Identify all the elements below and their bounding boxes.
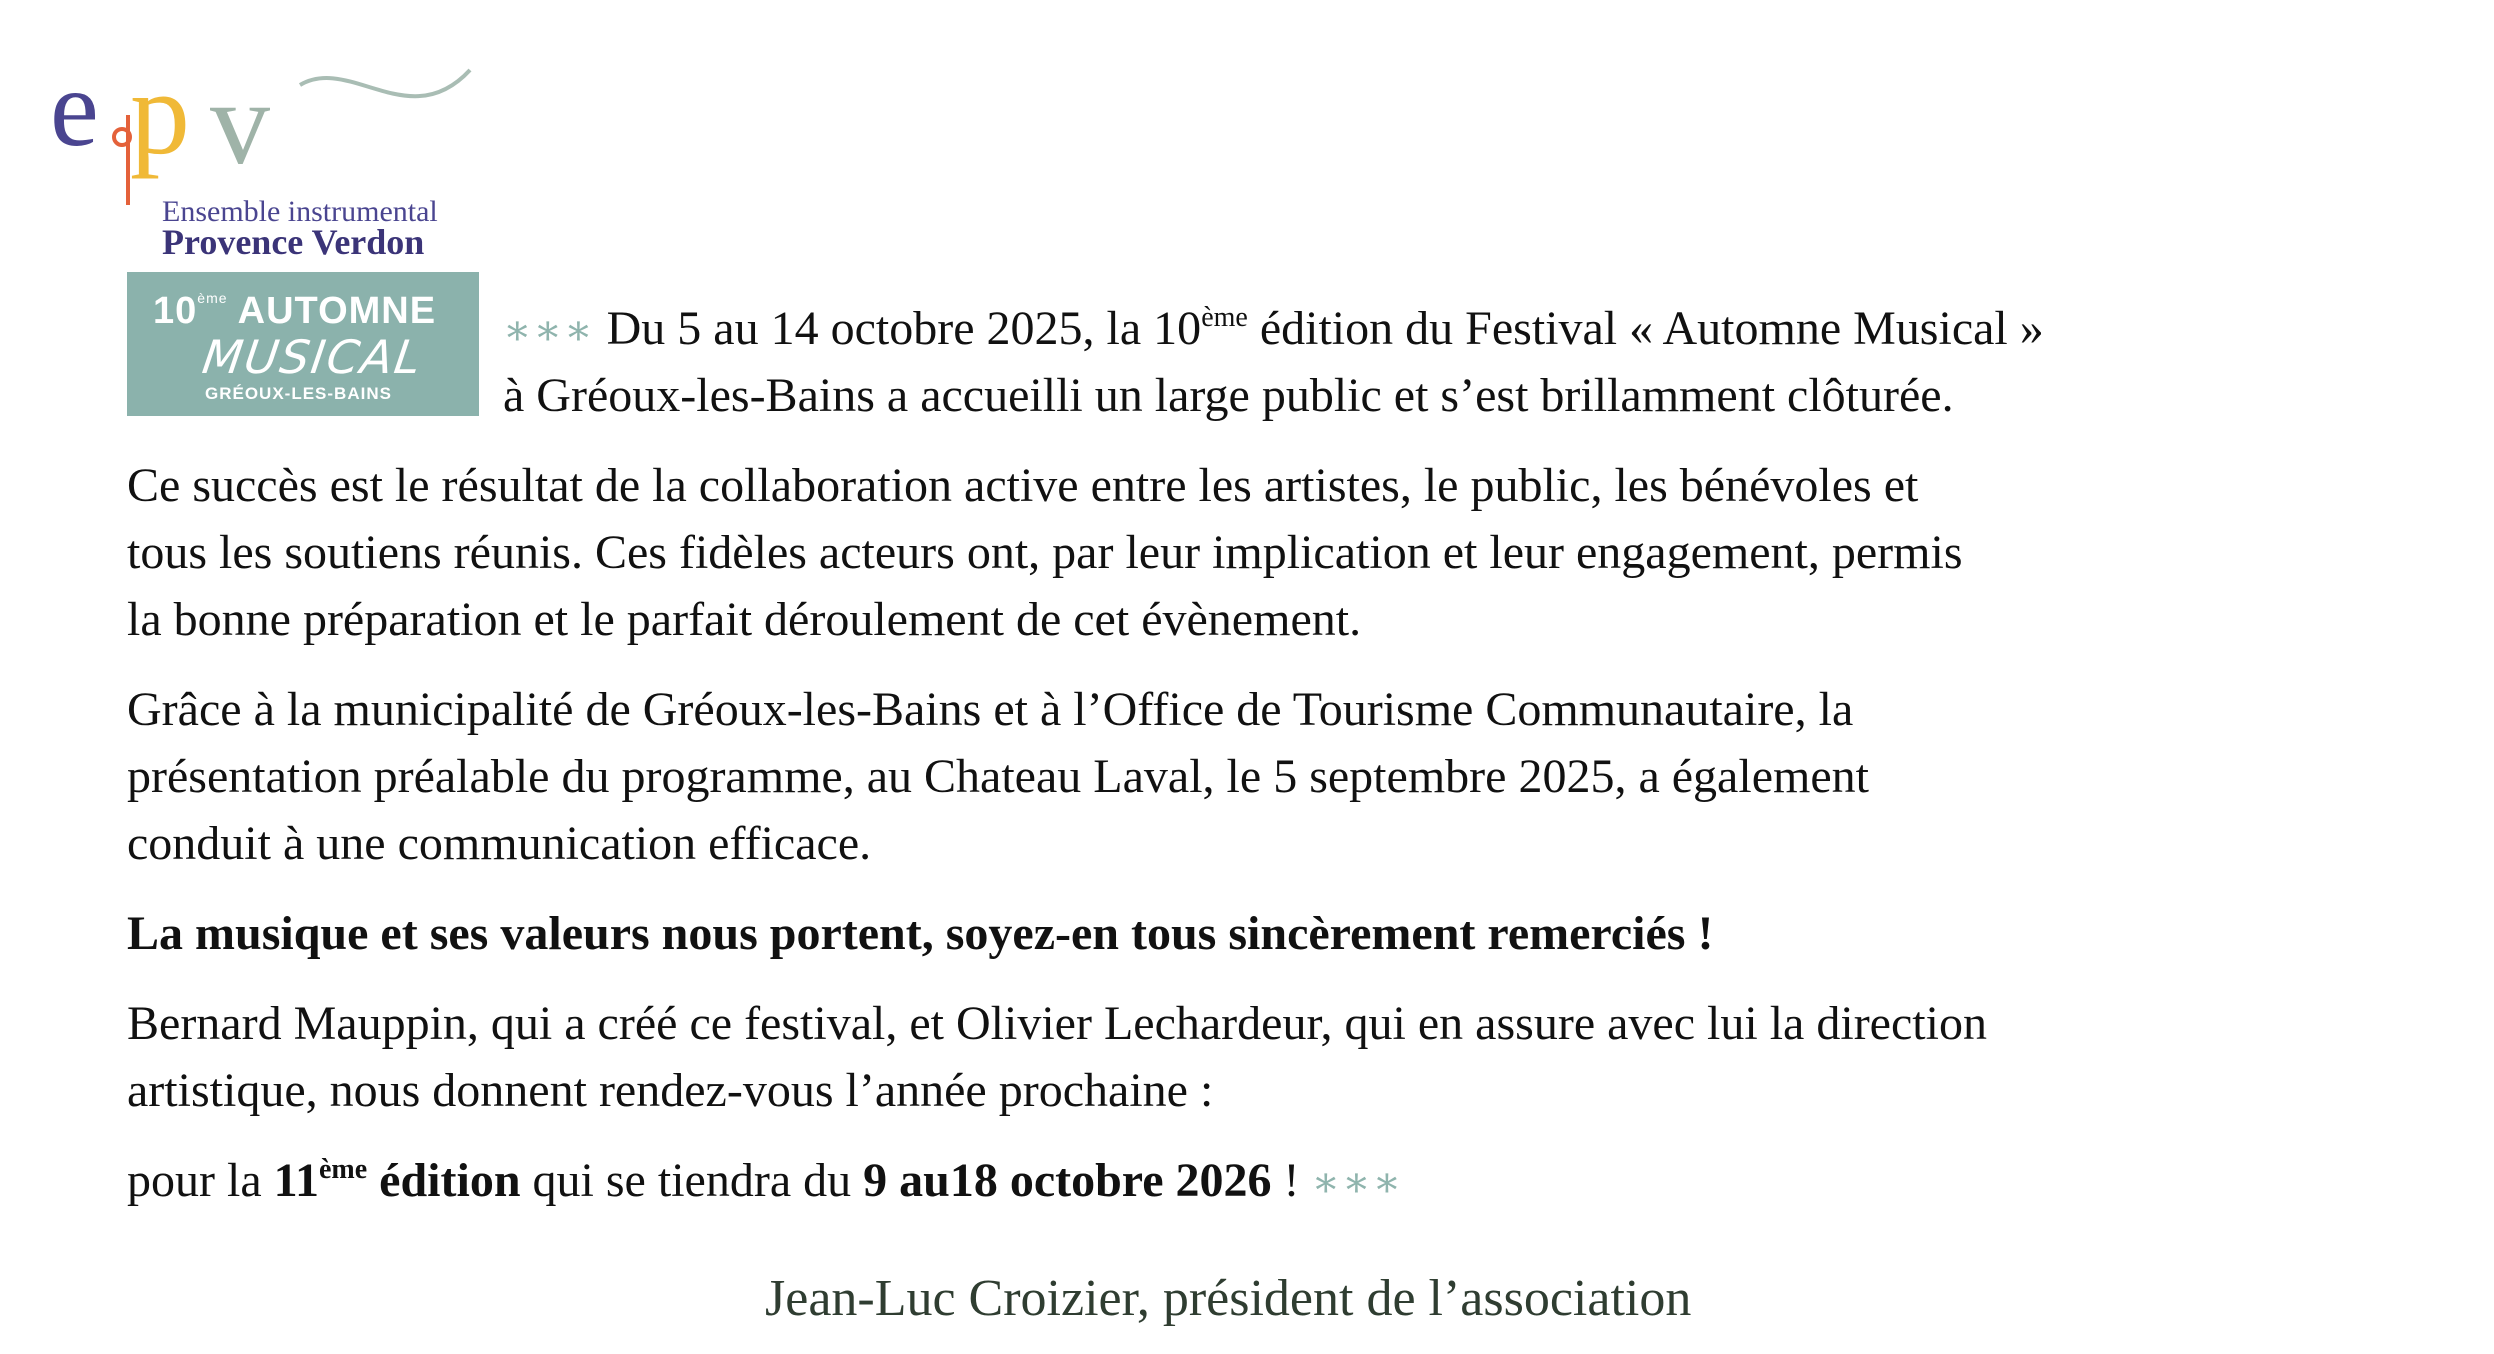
festival-badge — [127, 272, 479, 416]
closing-edition-word: édition — [367, 1154, 521, 1207]
closing-d: qui se tiendra du — [520, 1154, 864, 1207]
badge-number-suffix: ème — [197, 290, 228, 306]
logo-letter-e: e — [50, 47, 99, 169]
badge-location: GRÉOUX-LES-BAINS — [205, 384, 392, 403]
p3-line-2: artistique, nous donnent rendez-vous l’année prochaine : — [127, 1064, 1214, 1117]
logo-line-provence-verdon: Provence Verdon — [162, 222, 425, 262]
badge-musical: MUSICAL — [199, 330, 427, 384]
closing-a: pour la — [127, 1154, 274, 1207]
closing-f: ! — [1271, 1154, 1312, 1207]
intro-sup: ème — [1201, 302, 1248, 333]
stars-icon: ∗∗∗ — [503, 308, 595, 354]
logo-line-ensemble: Ensemble instrumental — [162, 195, 438, 228]
epv-monogram-icon — [50, 45, 490, 205]
p1-line-2: tous les soutiens réunis. Ces fidèles acteurs ont, par leur implication et leur engagement, permis — [127, 526, 1963, 579]
thanks-line: La musique et ses valeurs nous portent, soyez-en tous sincèrement remerciés ! — [127, 907, 1714, 960]
logo-letter-v: v — [210, 56, 270, 189]
intro-line-2: à Gréoux-les-Bains a accueilli un large public et s’est brillamment clôturée. — [503, 369, 1954, 422]
badge-title — [153, 290, 436, 333]
intro-text-a: Du 5 au 14 octobre 2025, la 10 — [606, 302, 1202, 355]
p2-line-2: présentation préalable du programme, au Chateau Laval, le 5 septembre 2025, a également — [127, 750, 1869, 803]
ensemble-logo — [50, 45, 490, 265]
closing-line — [127, 1147, 1403, 1217]
p2-line-3: conduit à une communication efficace. — [127, 817, 872, 870]
p3-line-1: Bernard Mauppin, qui a créé ce festival, et Olivier Lechardeur, qui en assure avec lui la direction — [127, 997, 1987, 1050]
badge-automne: AUTOMNE — [237, 290, 437, 332]
p2-line-1: Grâce à la municipalité de Gréoux-les-Bains et à l’Office de Tourisme Communautaire, la — [127, 683, 1854, 736]
logo-letter-p: p — [130, 46, 190, 179]
intro-line-1 — [503, 295, 2044, 365]
badge-number: 10 — [153, 290, 198, 332]
closing-edition-number: 11 — [273, 1154, 319, 1207]
signature: Jean-Luc Croizier, président de l’association — [765, 1270, 1692, 1327]
closing-edition-sup: ème — [318, 1154, 368, 1185]
stars-end-icon: ∗∗∗ — [1311, 1160, 1404, 1206]
p1-line-1: Ce succès est le résultat de la collaboration active entre les artistes, le public, les bénévoles et — [127, 459, 1919, 512]
intro-text-b: édition du Festival « Automne Musical » — [1247, 302, 2044, 355]
closing-dates: 9 au18 octobre 2026 — [863, 1154, 1272, 1207]
p1-line-3: la bonne préparation et le parfait déroulement de cet évènement. — [127, 593, 1362, 646]
